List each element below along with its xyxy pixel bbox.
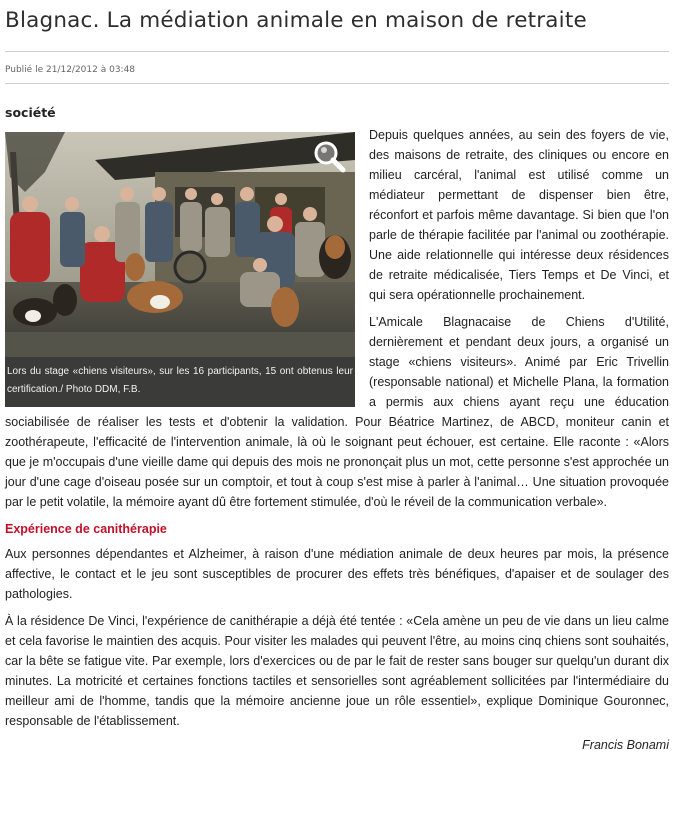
section-rubric: société xyxy=(5,105,56,120)
article-photo-figure xyxy=(5,132,355,407)
photo-caption: Lors du stage «chiens visiteurs», sur les 16 participants, 15 ont obtenus leur certification./ Photo DDM, F.B. xyxy=(5,357,355,407)
publish-date: Publié le 21/12/2012 à 03:48 xyxy=(5,65,136,75)
article-title: Blagnac. La médiation animale en maison de retraite xyxy=(5,8,587,33)
meta-divider xyxy=(5,83,669,84)
article-photo[interactable] xyxy=(5,132,355,357)
paragraph-3: Aux personnes dépendantes et Alzheimer, à raison d'une médiation animale de deux heures par mois, la présence affective, le contact et le jeu sont susceptibles de procurer des effets très bénéfiques, d'apaiser et de soulager des pathologies. xyxy=(5,547,669,601)
paragraph-4: À la résidence De Vinci, l'expérience de canithérapie a déjà été tentée : «Cela amène un peu de vie dans un lieu calme et cela favorise le maintien des acquis. Pour visiter les malades qui peuvent l'être, au moins cinq chiens sont souhaités, car la bête se fatigue vite. Par exemple, lors d'exercices ou de par le fait de rester sans bouger sur quelqu'un durant dix minutes. La motricité et certaines fonctions tactiles et sensorielles sont agréablement sollicitées par l'intermédiaire du meilleur ami de l'homme, tandis que la mémoire ancienne joue un rôle essentiel», explique Dominique Gouronnec, responsable de l'établissement. xyxy=(5,614,669,728)
magnifier-icon[interactable] xyxy=(311,138,347,174)
section-subheading: Expérience de canithérapie xyxy=(5,522,167,536)
article-author: Francis Bonami xyxy=(582,738,669,752)
paragraph-2: L'Amicale Blagnacaise de Chiens d'Utilité, dernièrement et pendant deux jours, a organisé un stage «chiens visiteurs». Animé par Eric Trivellin (responsable national) et Michelle Plana, la formation a permis aux chiens ayant reçu une éducation sociabilisée de réaliser les tests et d'obtenir la validation. Pour Béatrice Martinez, de ABCD, moniteur canin et zoothérapeute, l'efficacité de l'intervention animale, là où le soignant peut échouer, est certaine. Elle raconte : «Alors que je m'occupais d'une vieille dame qui depuis des mois ne prononçait plus un mot, cette personne s'est approchée un jour d'une cage d'oiseau posée sur un comptoir, et tout à coup s'est mise à parler à l'animal… Une situation provoquée par le petit volatile, la mémoire ayant dû être fortement stimulée, d'où le réveil de la communication verbale». xyxy=(5,315,669,509)
article-body xyxy=(5,125,669,731)
paragraph-1: Depuis quelques années, au sein des foyers de vie, des maisons de retraite, des cliniques ou encore en milieu carcéral, l'animal est utilisé comme un médiateur permettant de dispenser bien être, réconfort et parfois même davantage. Si bien que l'on parle de thérapie facilitée par l'animal ou zoothérapie. Une aide relationnelle qui intéresse deux résidences de retraite médicalisée, Tiers Temps et De Vinci, et qui sera opérationnelle prochainement. xyxy=(369,128,669,302)
